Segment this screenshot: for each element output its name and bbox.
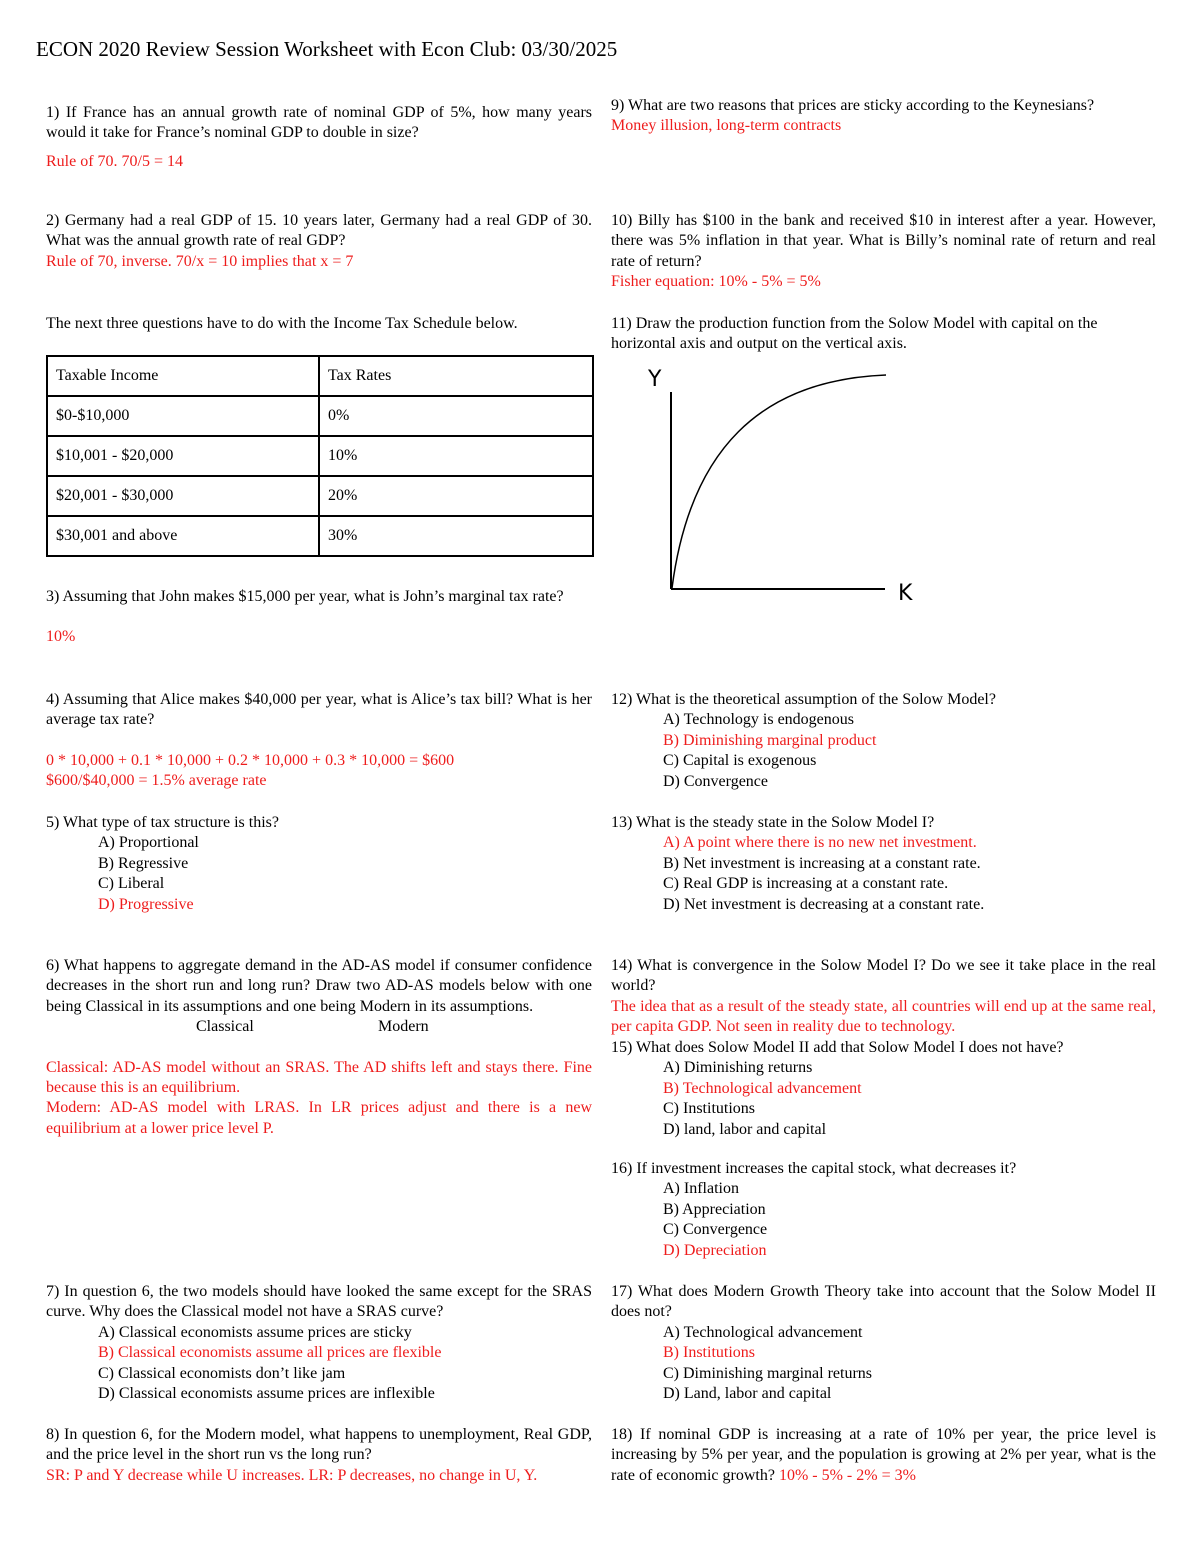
question-4-text: 4) Assuming that Alice makes $40,000 per year, what is Alice’s tax bill? What is her average tax rate? <box>46 691 592 729</box>
question-2-text: 2) Germany had a real GDP of 15. 10 years later, Germany had a real GDP of 30. What was the annual growth rate of real GDP? <box>46 212 592 250</box>
question-5-text: 5) What type of tax structure is this? <box>46 814 279 831</box>
table-cell: 30% <box>319 516 593 556</box>
option-d: D) Classical economists assume prices are inflexible <box>98 1385 435 1403</box>
question-3-text: 3) Assuming that John makes $15,000 per year, what is John’s marginal tax rate? <box>46 588 564 605</box>
question-6-answer-1: Classical: AD-AS model without an SRAS. The AD shifts left and stays there. Fine because this is an equilibrium. <box>46 1058 592 1097</box>
question-2-answer: Rule of 70, inverse. 70/x = 10 implies that x = 7 <box>46 252 354 270</box>
option-c: C) Liberal <box>98 875 165 893</box>
y-axis-label: Y <box>648 367 662 392</box>
question-16 <box>611 1159 1156 1261</box>
question-13 <box>611 813 1156 915</box>
option-a: A) Inflation <box>663 1180 739 1198</box>
option-a: A) Proportional <box>98 834 199 852</box>
option-d-correct: D) Depreciation <box>663 1241 767 1259</box>
table-cell: 20% <box>319 476 593 516</box>
question-10 <box>611 211 1156 293</box>
production-curve <box>672 375 886 588</box>
option-d: D) Land, labor and capital <box>663 1385 832 1403</box>
question-7 <box>46 1282 592 1404</box>
question-9 <box>611 96 1156 137</box>
option-c: C) Convergence <box>663 1221 768 1239</box>
table-row <box>47 516 593 556</box>
label-classical: Classical <box>196 1018 254 1036</box>
question-10-text: 10) Billy has $100 in the bank and received $10 in interest after a year. However, there was 5% inflation in that year. What is Billy’s nominal rate of return and real rate of return? <box>611 212 1156 270</box>
question-14 <box>611 956 1156 1038</box>
table-cell: 10% <box>319 436 593 476</box>
question-18-body <box>611 1425 1156 1486</box>
table-header-row <box>47 356 593 396</box>
option-b-correct: B) Diminishing marginal product <box>663 731 877 749</box>
table-row <box>47 436 593 476</box>
question-9-text: 9) What are two reasons that prices are sticky according to the Keynesians? <box>611 97 1095 114</box>
question-11 <box>611 314 1156 355</box>
option-d: D) land, labor and capital <box>663 1120 827 1138</box>
option-b: B) Appreciation <box>663 1200 766 1218</box>
option-b: B) Regressive <box>98 854 189 872</box>
question-4 <box>46 690 592 792</box>
question-10-answer: Fisher equation: 10% - 5% = 5% <box>611 273 821 291</box>
option-d: D) Convergence <box>663 772 768 790</box>
question-6-text: 6) What happens to aggregate demand in the AD-AS model if consumer confidence decreases in the short run and long run? Draw two AD-AS models below with one being Classical in its assumptions and one being Modern in its assumptions. <box>46 957 592 1015</box>
question-1 <box>46 103 592 172</box>
question-2 <box>46 211 592 272</box>
option-b-correct: B) Institutions <box>663 1344 756 1362</box>
option-a-correct: A) A point where there is no new net investment. <box>663 834 977 852</box>
question-16-text: 16) If investment increases the capital stock, what decreases it? <box>611 1160 1017 1177</box>
question-1-text: 1) If France has an annual growth rate of nominal GDP of 5%, how many years would it take for France’s nominal GDP to double in size? <box>46 104 592 142</box>
table-cell: $20,001 - $30,000 <box>47 476 319 516</box>
option-c: C) Capital is exogenous <box>663 752 817 770</box>
option-b-correct: B) Technological advancement <box>663 1079 862 1097</box>
question-13-text: 13) What is the steady state in the Solow Model I? <box>611 814 935 831</box>
table-cell: $30,001 and above <box>47 516 319 556</box>
question-9-answer: Money illusion, long-term contracts <box>611 117 842 135</box>
question-8-text: 8) In question 6, for the Modern model, what happens to unemployment, Real GDP, and the price level in the short run vs the long run? <box>46 1426 592 1464</box>
question-6 <box>46 956 592 1139</box>
question-17 <box>611 1282 1156 1404</box>
label-modern: Modern <box>378 1018 429 1036</box>
option-a: A) Classical economists assume prices are sticky <box>98 1323 412 1341</box>
option-c: C) Institutions <box>663 1100 756 1118</box>
option-c: C) Diminishing marginal returns <box>663 1364 873 1382</box>
question-11-text: 11) Draw the production function from the Solow Model with capital on the horizontal axis and output on the vertical axis. <box>611 315 1098 353</box>
table-row <box>47 396 593 436</box>
page-title: ECON 2020 Review Session Worksheet with Econ Club: 03/30/2025 <box>36 37 618 61</box>
table-cell: 0% <box>319 396 593 436</box>
question-12-text: 12) What is the theoretical assumption of the Solow Model? <box>611 691 996 708</box>
question-15-text: 15) What does Solow Model II add that Solow Model I does not have? <box>611 1039 1064 1056</box>
production-function-graph <box>640 360 920 610</box>
question-4-answer-2: $600/$40,000 = 1.5% average rate <box>46 772 267 790</box>
option-a: A) Technological advancement <box>663 1323 863 1341</box>
table-intro: The next three questions have to do with the Income Tax Schedule below. <box>46 315 518 332</box>
question-8-answer: SR: P and Y decrease while U increases. LR: P decreases, no change in U, Y. <box>46 1466 538 1484</box>
table-header-cell: Taxable Income <box>47 356 319 396</box>
option-a: A) Technology is endogenous <box>663 711 854 729</box>
x-axis-label: K <box>898 581 913 606</box>
question-3 <box>46 587 592 648</box>
question-4-answer-1: 0 * 10,000 + 0.1 * 10,000 + 0.2 * 10,000 + 0.3 * 10,000 = $600 <box>46 751 455 769</box>
option-c: C) Classical economists don’t like jam <box>98 1364 346 1382</box>
question-17-text: 17) What does Modern Growth Theory take into account that the Solow Model II does not? <box>611 1283 1156 1321</box>
income-tax-table <box>46 355 594 557</box>
question-3-answer: 10% <box>46 628 76 646</box>
table-cell: $0-$10,000 <box>47 396 319 436</box>
question-5 <box>46 813 592 915</box>
question-14-text: 14) What is convergence in the Solow Model I? Do we see it take place in the real world? <box>611 957 1156 995</box>
table-header-cell: Tax Rates <box>319 356 593 396</box>
question-18 <box>611 1425 1156 1486</box>
question-15 <box>611 1038 1156 1140</box>
question-12 <box>611 690 1156 792</box>
option-d-correct: D) Progressive <box>98 895 194 913</box>
option-c: C) Real GDP is increasing at a constant rate. <box>663 875 949 893</box>
table-cell: $10,001 - $20,000 <box>47 436 319 476</box>
option-b: B) Net investment is increasing at a constant rate. <box>663 854 981 872</box>
question-18-text: 18) If nominal GDP is increasing at a rate of 10% per year, the price level is increasing by 5% per year, and the population is growing at 2% per year, what is the rate of economic growth? <box>611 1426 1156 1484</box>
question-1-answer: Rule of 70. 70/5 = 14 <box>46 152 184 170</box>
option-a: A) Diminishing returns <box>663 1059 813 1077</box>
table-row <box>47 476 593 516</box>
option-d: D) Net investment is decreasing at a constant rate. <box>663 895 985 913</box>
model-labels <box>46 1017 592 1037</box>
question-18-answer: 10% - 5% - 2% = 3% <box>778 1466 916 1484</box>
option-b-correct: B) Classical economists assume all prices are flexible <box>98 1344 442 1362</box>
question-8 <box>46 1425 592 1486</box>
question-6-answer-2: Modern: AD-AS model with LRAS. In LR prices adjust and there is a new equilibrium at a lower price level P. <box>46 1099 592 1137</box>
question-7-text: 7) In question 6, the two models should have looked the same except for the SRAS curve. Why does the Classical model not have a SRAS curve? <box>46 1283 592 1321</box>
question-14-answer: The idea that as a result of the steady state, all countries will end up at the same real, per capita GDP. Not seen in reality due to technology. <box>611 997 1156 1036</box>
